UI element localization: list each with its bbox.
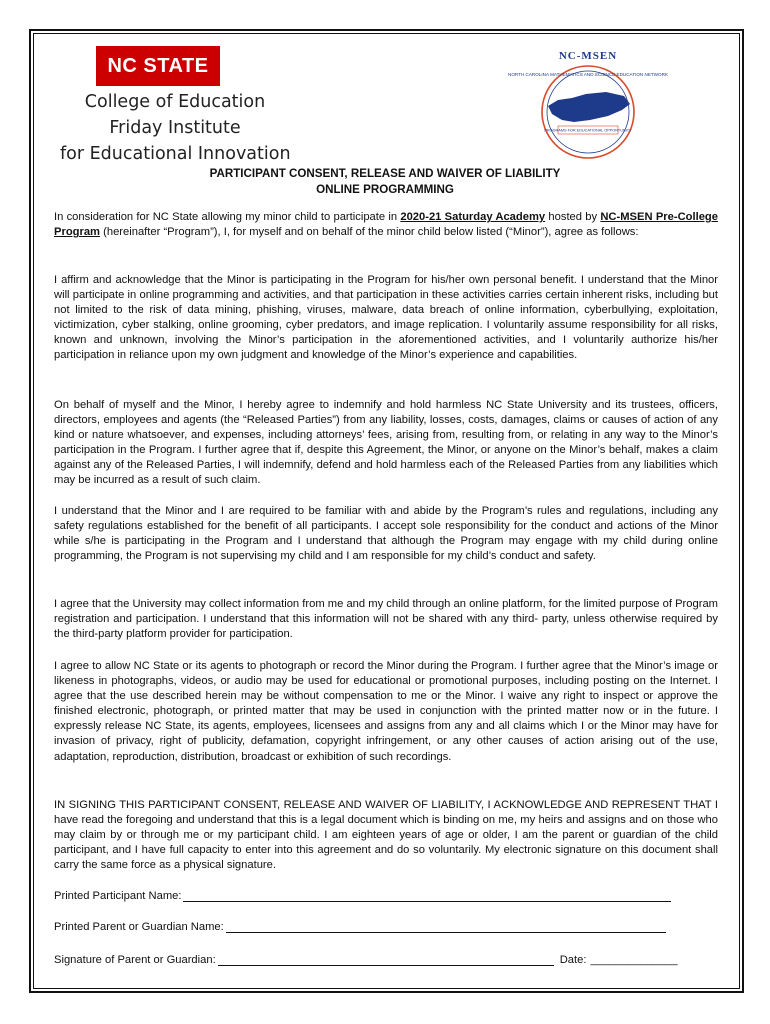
nc-state-logo xyxy=(96,46,220,86)
program-name: 2020-21 Saturday Academy xyxy=(400,211,546,223)
media-release-paragraph: I agree to allow NC State or its agents to photograph or record the Minor during the Program. I further agree that the Minor’s image or likeness in photographs, videos, or audio may be used for educational or promotional purposes, including posting on the Internet. I agree that the use described herein may be without compensation to me or the Minor. I waive any right to inspect or approve the finished electronic, photograph, or printed matter that may be used in conjunction with the printed matter now or in the future. I expressly release NC State, its agents, employees, licensees and assigns from any and all claims which I or the Minor may have for invasion of privacy, right of publicity, defamation, copyright infringement, or any other causes of action arising out of the use, adaptation, reproduction, distribution, broadcast or exhibition of such recordings. xyxy=(54,660,718,763)
intro-text: (hereinafter “Program”), I, for myself and on behalf of the minor child below listed (“Minor”), agree as follows: xyxy=(100,226,639,239)
document-subtitle: ONLINE PROGRAMMING xyxy=(316,183,454,196)
intro-text: hosted by xyxy=(545,211,601,223)
guardian-name-row xyxy=(54,921,666,933)
seal-ribbon: PROGRAMS FOR EDUCATIONAL OPPORTUNITY xyxy=(544,128,632,133)
guardian-signature-row xyxy=(54,954,678,966)
intro-paragraph xyxy=(54,210,718,240)
nc-msen-seal xyxy=(508,50,668,160)
college-line: Friday Institute xyxy=(109,118,241,138)
date-label: Date: xyxy=(559,954,587,966)
signing-statement-paragraph: IN SIGNING THIS PARTICIPANT CONSENT, RELEASE AND WAIVER OF LIABILITY, I ACKNOWLEDGE AND REPRESENT THAT I have read the foregoing and understand that this is a legal document which is binding on me, my heirs and assigns and on those who may claim by or through me or my participant child. I am eighteen years of age or older, I am the parent or guardian of the child participant, and I have full capacity to enter into this agreement and do so voluntarily. My electronic signature on this document shall carry the same force as a physical signature. xyxy=(54,799,718,872)
intro-text: In consideration for NC State allowing my minor child to participate in xyxy=(54,211,401,223)
guardian-name-label: Printed Parent or Guardian Name: xyxy=(54,921,224,933)
document-title: PARTICIPANT CONSENT, RELEASE AND WAIVER OF LIABILITY xyxy=(209,167,561,180)
program-provider: NC-MSEN Pre-College Program xyxy=(54,211,718,239)
seal-title: NC-MSEN xyxy=(558,50,618,62)
rules-paragraph: I understand that the Minor and I are required to be familiar with and abide by the Program’s rules and regulations, including any safety regulations established for the benefit of all participants. I accept sole responsibility for the conduct and actions of the Minor while s/he is participating in the Program and I understand that although the Program may engage with my child during online programming, the Program is not supervising my child and I am responsible for my child’s conduct and safety. xyxy=(54,505,718,563)
seal-subtitle: NORTH CAROLINA MATHEMATICS AND SCIENCE EDUCATION NETWORK xyxy=(508,72,668,77)
participant-name-row xyxy=(54,890,671,902)
participant-name-field[interactable] xyxy=(183,891,671,902)
date-field[interactable]: ______________ xyxy=(590,954,678,966)
college-name-block xyxy=(60,89,290,167)
indemnification-paragraph: On behalf of myself and the Minor, I hereby agree to indemnify and hold harmless NC State University and its trustees, officers, directors, employees and agents (the “Released Parties”) from any liability, losses, costs, damages, claims or causes of action of any kind or nature whatsoever, and expenses, including attorneys’ fees, arising from, resulting from, or relating in any way to the Minor’s participation in the Program. I further agree that if, despite this Agreement, the Minor, or anyone on the Minor’s behalf, makes a claim against any of the Released Parties, I will indemnify, defend and hold harmless each of the Released Parties from any liabilities which may be incurred as a result of such claim. xyxy=(54,399,718,487)
risk-acknowledgment-paragraph: I affirm and acknowledge that the Minor is participating in the Program for his/her own personal benefit. I understand that the Minor will participate in online programming and activities, and that participation in these activities carries certain inherent risks, including but not limited to the risk of data mining, phishing, viruses, malware, data breach of online information, cyberbullying, exploitation, victimization, cyber stalking, online grooming, cyber predators, and image replication. I voluntarily assume responsibility for all risks, known and unknown, involving the Minor’s participation in the aforementioned activities, and I voluntarily authorize his/her participation in reliance upon my own judgment and knowledge of the Minor’s experience and capabilities. xyxy=(54,274,718,362)
guardian-name-field[interactable] xyxy=(226,922,666,933)
nc-state-logo-text: NC STATE xyxy=(107,54,209,77)
guardian-signature-field[interactable] xyxy=(218,955,554,966)
seal-graphic-icon xyxy=(508,50,668,160)
participant-name-label: Printed Participant Name: xyxy=(54,890,182,902)
college-line: College of Education xyxy=(84,92,266,112)
data-collection-paragraph: I agree that the University may collect information from me and my child through an online platform, for the limited purpose of Program registration and participation. I understand that this information will not be shared with any third- party, unless otherwise required by the third-party platform provider for participation. xyxy=(54,598,718,641)
college-line: for Educational Innovation xyxy=(60,144,291,164)
guardian-signature-label: Signature of Parent or Guardian: xyxy=(54,954,216,966)
